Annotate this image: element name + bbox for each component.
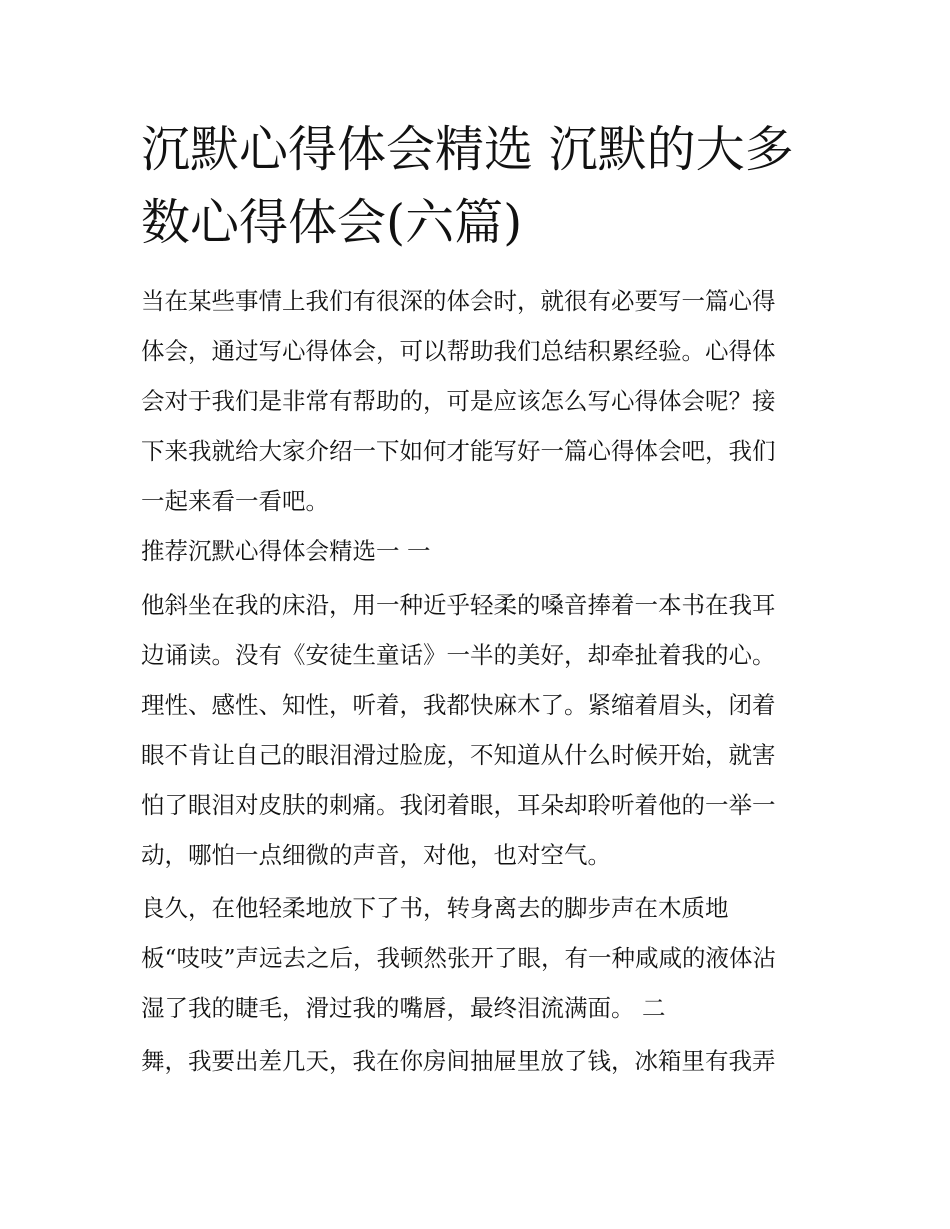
- body-line-10: 眼不肯让自己的眼泪滑过脸庞，不知道从什么时候开始，就害: [141, 741, 776, 769]
- body-line-2: 体会，通过写心得体会，可以帮助我们总结积累经验。心得体: [141, 337, 776, 365]
- body-line-7: 他斜坐在我的床沿，用一种近乎轻柔的嗓音捧着一本书在我耳: [141, 591, 776, 619]
- body-line-14: 板“吱吱”声远去之后，我顿然张开了眼，有一种咸咸的液体沾: [141, 944, 777, 972]
- section-heading: 推荐沉默心得体会精选一 一: [141, 537, 431, 565]
- body-line-3: 会对于我们是非常有帮助的，可是应该怎么写心得体会呢？接: [141, 387, 776, 415]
- body-line-16: 舞，我要出差几天，我在你房间抽屉里放了钱，冰箱里有我弄: [141, 1047, 776, 1075]
- title-line-1: 沉默心得体会精选 沉默的大多: [141, 121, 794, 178]
- body-line-15: 湿了我的睫毛，滑过我的嘴唇，最终泪流满面。 二: [141, 994, 666, 1022]
- body-line-8: 边诵读。没有《安徒生童话》一半的美好，却牵扯着我的心。: [141, 641, 776, 669]
- title-line-2: 数心得体会(六篇): [141, 194, 523, 251]
- body-line-5: 一起来看一看吧。: [141, 487, 329, 515]
- body-line-13: 良久，在他轻柔地放下了书，转身离去的脚步声在木质地: [141, 894, 729, 922]
- body-line-12: 动，哪怕一点细微的声音，对他，也对空气。: [141, 841, 611, 869]
- body-line-4: 下来我就给大家介绍一下如何才能写好一篇心得体会吧，我们: [141, 437, 776, 465]
- body-line-9: 理性、感性、知性，听着，我都快麻木了。紧缩着眉头，闭着: [141, 691, 776, 719]
- body-line-1: 当在某些事情上我们有很深的体会时，就很有必要写一篇心得: [141, 287, 776, 315]
- body-line-11: 怕了眼泪对皮肤的刺痛。我闭着眼，耳朵却聆听着他的一举一: [141, 791, 776, 819]
- document-title: [141, 113, 841, 259]
